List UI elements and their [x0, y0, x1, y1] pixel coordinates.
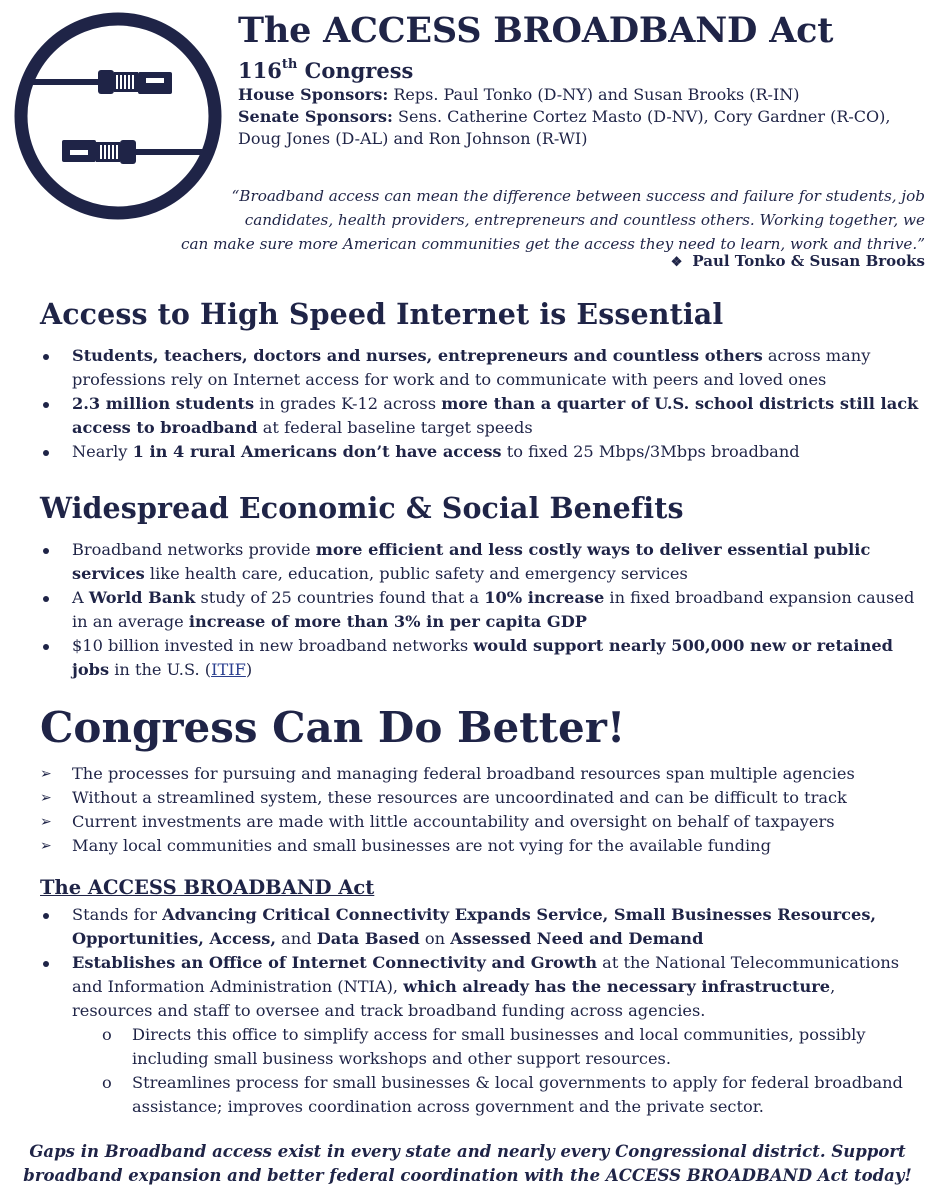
arrow-bullet-icon: ➢ [40, 838, 52, 854]
congress-list [40, 762, 920, 858]
senate-sponsors-value: Sens. Catherine Cortez Masto (D-NV), Cory Gardner (R-CO), Doug Jones (D-AL) and Ron Johnson (R-WI) [238, 107, 891, 148]
section-title-benefits: Widespread Economic & Social Benefits [40, 491, 684, 525]
list-item: Nearly 1 in 4 rural Americans don’t have access to fixed 25 Mbps/3Mbps broadband [72, 442, 800, 461]
essential-list [40, 344, 920, 464]
section-title-congress: Congress Can Do Better! [40, 703, 626, 752]
diamond-bullet-icon: ❖ [670, 255, 683, 270]
section-title-act: The ACCESS BROADBAND Act [40, 876, 375, 899]
congress-suffix: th [281, 57, 298, 72]
footer-line-1: Gaps in Broadband access exist in every state and nearly every Congressional district. Support [29, 1142, 906, 1161]
section-title-essential: Access to High Speed Internet is Essential [40, 297, 724, 331]
attribution-text: Paul Tonko & Susan Brooks [692, 252, 925, 270]
sub-list-item: o Streamlines process for small businesses & local governments to apply for federal broadband assistance; improves coordination across government and the private sector. [102, 1073, 903, 1116]
sub-list-item: o Directs this office to simplify access for small businesses and local communities, possibly including small business workshops and other support resources. [102, 1025, 866, 1068]
quote-line-2: candidates, health providers, entrepreneurs and countless others. Working together, we [244, 211, 925, 229]
list-item: ➢ Without a streamlined system, these resources are uncoordinated and can be difficult to track [40, 786, 920, 810]
house-sponsors [238, 84, 928, 106]
list-item: Students, teachers, doctors and nurses, entrepreneurs and countless others across many professions rely on Internet access for work and to communicate with peers and loved ones [72, 346, 871, 389]
congress-number: 116 [238, 58, 282, 83]
circle-bullet-icon: o [102, 1025, 112, 1044]
congress-word: Congress [304, 58, 414, 83]
list-item: ➢ The processes for pursuing and managing federal broadband resources span multiple agencies [40, 762, 920, 786]
act-sub-list [72, 1023, 920, 1119]
arrow-bullet-icon: ➢ [40, 766, 52, 782]
circle-bullet-icon: o [102, 1073, 112, 1092]
senate-sponsors-label: Senate Sponsors: [238, 107, 393, 126]
list-item: A World Bank study of 25 countries found that a 10% increase in fixed broadband expansion caused in an average increase of more than 3% in per capita GDP [72, 588, 915, 631]
list-item: ➢ Many local communities and small businesses are not vying for the available funding [40, 834, 920, 858]
house-sponsors-label: House Sponsors: [238, 85, 389, 104]
footer-callout [0, 1140, 935, 1188]
quote-attribution [671, 250, 925, 274]
congress-label [238, 58, 928, 84]
list-item: 2.3 million students in grades K-12 across more than a quarter of U.S. school districts still lack access to broadband at federal baseline target speeds [72, 394, 919, 437]
benefits-list [40, 538, 920, 682]
list-item: ➢ Current investments are made with little accountability and oversight on behalf of taxpayers [40, 810, 920, 834]
house-sponsors-value: Reps. Paul Tonko (D-NY) and Susan Brooks (R-IN) [393, 85, 800, 104]
quote-line-3: can make sure more American communities get the access they need to learn, work and thrive.” [180, 235, 925, 253]
list-item: Establishes an Office of Internet Connectivity and Growth at the National Telecommunications and Information Administration (NTIA), which already has the necessary infrastructure, resources and staff to oversee and track broadband funding across agencies. o Directs this office to simplify access for small businesses and local communities, possibly including small business workshops and other support resources. o Streamlines process for small businesses & local governments to apply for federal broadband assistance; improves coordination across government and the private sector. [40, 951, 920, 1119]
arrow-bullet-icon: ➢ [40, 790, 52, 806]
quote-line-1: “Broadband access can mean the difference between success and failure for students, job [231, 187, 925, 205]
act-list [40, 903, 920, 1119]
itif-link[interactable]: ITIF [211, 660, 246, 679]
list-item: Broadband networks provide more efficient and less costly ways to deliver essential public services like health care, education, public safety and emergency services [72, 540, 871, 583]
header [238, 10, 928, 150]
quote [165, 184, 925, 256]
senate-sponsors [238, 106, 928, 150]
list-item: Stands for Advancing Critical Connectivity Expands Service, Small Businesses Resources, Opportunities, Access, and Data Based on Assessed Need and Demand [72, 905, 877, 948]
footer-line-2: broadband expansion and better federal coordination with the ACCESS BROADBAND Act today! [23, 1166, 912, 1185]
list-item: $10 billion invested in new broadband networks would support nearly 500,000 new or retained jobs in the U.S. (ITIF) [72, 636, 893, 679]
page-title: The ACCESS BROADBAND Act [238, 10, 834, 51]
arrow-bullet-icon: ➢ [40, 814, 52, 830]
